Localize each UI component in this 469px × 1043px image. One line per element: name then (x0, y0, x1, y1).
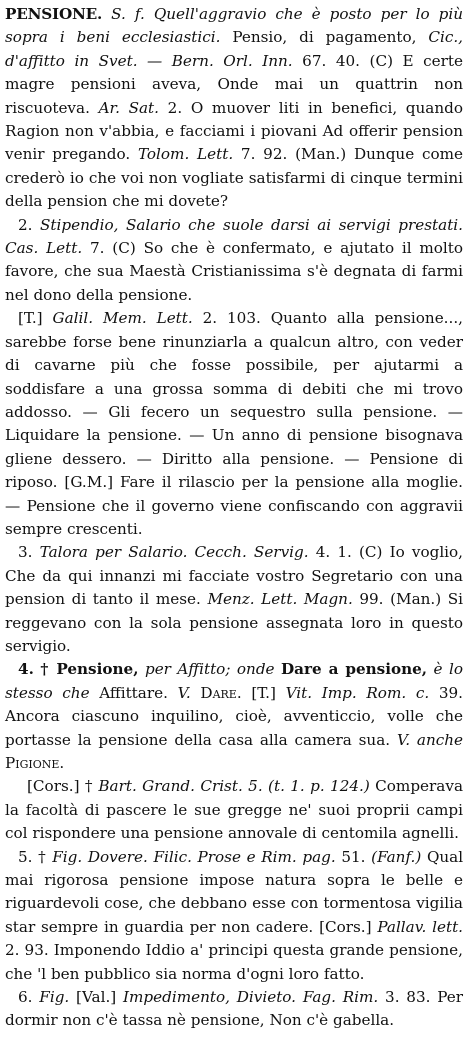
citation: Menz. Lett. Magn. (207, 590, 353, 609)
source-tag: (C) (112, 239, 136, 258)
citation: Galil. Mem. Lett. (52, 309, 193, 328)
entry-paragraph-5 (5, 658, 463, 775)
entry-paragraph-1 (5, 3, 463, 214)
definition: Stipendio, Salario che suole darsi ai servigi prestati. (40, 215, 463, 234)
citation-ref: 67. 40. (302, 51, 360, 70)
citation: Cecch. Servig. (194, 543, 309, 562)
citation: Bart. Grand. Crist. (98, 777, 243, 796)
entry-paragraph-6 (5, 775, 463, 845)
subentry-term: Pensione, (56, 660, 139, 679)
entry-paragraph-3 (5, 307, 463, 541)
citation: Filic. Prose e Rim. pag. (153, 847, 336, 866)
definition: Impedimento, Divieto. (123, 988, 297, 1007)
sense-number: 2. (18, 215, 33, 234)
part-of-speech: S. f. (111, 5, 145, 23)
dagger-mark: † (40, 660, 50, 679)
dagger-mark: † (84, 777, 94, 796)
citation-ref: 2. (167, 98, 183, 117)
quotation: So che è confermato, e ajutato il molto favore, che sua Maestà Cristianissima s'è degnata di farmi nel dono della pensione. (5, 239, 464, 304)
definition: è lo stesso che (5, 660, 463, 702)
citation-ref: 2. 103. (202, 309, 261, 328)
source-tag: [T.] (251, 683, 276, 702)
entry-paragraph-4 (5, 541, 463, 658)
citation-ref: 3. 83. (385, 988, 431, 1007)
definition: Fig. Dovere. (52, 847, 148, 866)
citation: Vit. Imp. Rom. c. (285, 683, 430, 702)
citation-ref: 5. (t. 1. p. 124.) (248, 777, 370, 796)
definition: per Affitto; onde (144, 660, 275, 679)
citation-ref: 2. 93. (5, 941, 49, 960)
entry-paragraph-2 (5, 214, 463, 308)
dictionary-entry-pensione (5, 3, 463, 1033)
entry-paragraph-7 (5, 846, 463, 986)
quotation: Imponendo Iddio a' principi questa grande pensione, che 'l ben pubblico sia norma d'ogni loro fatto. (5, 941, 463, 983)
quotation: O muover liti in benefici, quando Ragion non v'abbia, e facciami i piovani Ad offerir pension venir pregando. (5, 98, 463, 164)
latin-equivalent: Pensio, di pagamento, (232, 28, 417, 47)
entry-headword: PENSIONE. (5, 5, 103, 23)
quotation: Fare il rilascio per la pensione alla moglie. — Pensione che il governo viene confiscando con aggravii sempre crescenti. (5, 473, 463, 538)
source-tag: (Man.) (295, 145, 347, 164)
see-also-term: Dare. (200, 683, 242, 702)
quotation: Dunque come crederò io che voi non vogliate satisfarmi di cinque termini della pension che mi dovete? (5, 145, 463, 211)
subentry-term: Dare a pensione, (280, 660, 428, 679)
see-also-term: Pigione. (5, 754, 65, 772)
sense-number: 5. (18, 847, 33, 866)
quotation: Comperava la facoltà di pascere le sue gregge ne' suoi proprii campi col rispondere una pensione annovale di centomila agnelli. (5, 777, 463, 843)
citation: Tolom. Lett. (137, 145, 234, 164)
source-tag: (C) (369, 51, 394, 70)
equivalent-term: Affittare. (99, 683, 168, 702)
sense-number: 4. (18, 660, 34, 679)
quotation: Si reggevano con la sola pensione assegnata loro in questo servigio. (5, 590, 464, 655)
citation-ref: 39. (438, 683, 464, 702)
figurative-mark: Fig. (39, 988, 70, 1007)
sense-number: 6. (18, 988, 33, 1007)
citation-ref: 51. (341, 847, 366, 866)
quotation: Per dormir non c'è tassa nè pensione, Non c'è gabella. (5, 988, 464, 1030)
quotation: E certe magre pensioni aveva, Onde mai un quattrin non riscuoteva. (5, 51, 464, 117)
citation-ref: 7. (90, 239, 105, 258)
citation-ref: 7. 92. (240, 145, 288, 164)
definition: Talora per Salario. (39, 543, 188, 562)
entry-paragraph-8 (5, 986, 463, 1033)
source-tag: (C) (358, 543, 383, 562)
citation-ref: 99. (359, 590, 384, 609)
quotation: Qual mai rigorosa pensione impose natura sopra le belle e riguardevoli cose, che debbano esse con tormentosa vigilia star sempre in guardia per non cadere. (5, 847, 464, 936)
citation-ref: 4. 1. (315, 543, 352, 562)
quotation: Quanto alla pensione..., sarebbe forse bene rinunziarla a qualcun altro, con veder di cavarne più che fosse possibile, per ajutarmi a soddisfare a una grossa somma di debiti che mi trovo addosso. — Gli fecero un sequestro sulla pensione. — Liquidare la pensione. — Un anno di pensione bisognava gliene dessero. — Diritto alla pensione. — Pensione di riposo. (5, 309, 463, 492)
citation: Cic., d'affitto in Svet. — Bern. Orl. Inn. (5, 28, 464, 70)
citation: Ar. Sat. (98, 98, 159, 117)
citation: Pallav. lett. (377, 917, 463, 936)
see-also: V. (177, 683, 191, 702)
citation: Cas. Lett. (5, 239, 83, 258)
sense-number: 3. (18, 543, 33, 562)
source-tag: [Cors.] (27, 777, 80, 796)
source-tag: (Fanf.) (371, 847, 422, 866)
source-tag: (Man.) (390, 590, 442, 609)
citation: Fag. Rim. (302, 988, 379, 1007)
source-tag: [Val.] (76, 988, 117, 1007)
dagger-mark: † (38, 847, 47, 866)
quotation: Io voglio, Che da qui innanzi mi facciate vostro Segretario con una pension di tanto il mese. (5, 543, 464, 609)
quotation: Ancora ciascuno inquilino, cioè, avventiccio, volle che portasse la pensione della casa alla camera sua. (5, 707, 463, 749)
source-tag: [T.] (18, 309, 43, 328)
source-tag: [G.M.] (64, 473, 114, 492)
see-also: V. anche (396, 730, 464, 749)
source-tag: [Cors.] (319, 917, 372, 936)
definition: Quell'aggravio che è posto per lo più sopra i beni ecclesiastici. (5, 5, 463, 47)
